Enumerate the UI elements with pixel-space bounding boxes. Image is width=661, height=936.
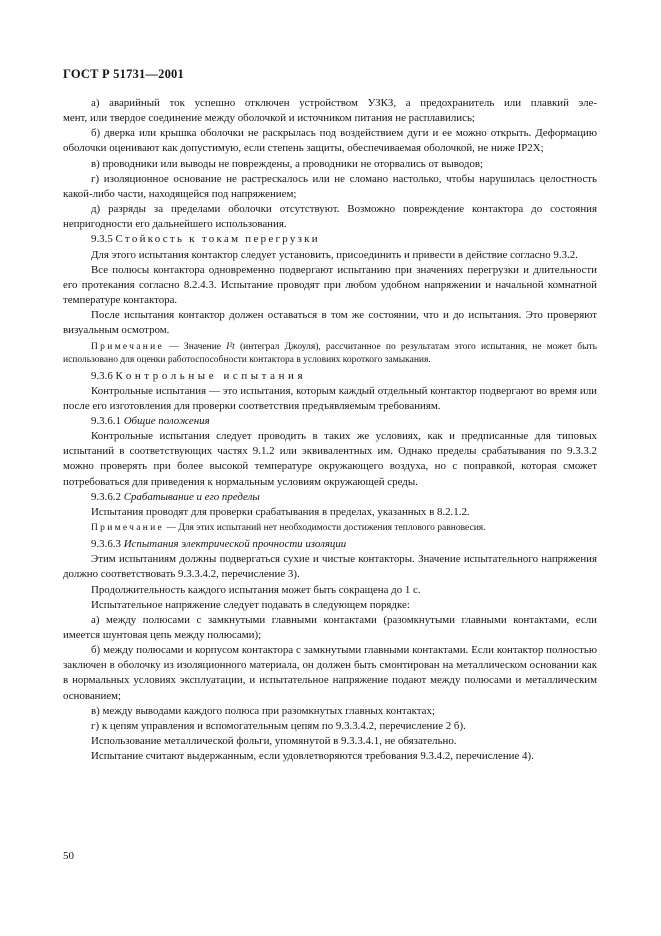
paragraph: Этим испытаниям должны подвергаться сухие и чистые контакторы. Значение испытательного напряжения должно соответствовать 9.3.3.4.2, перечисление 3).: [63, 553, 597, 581]
section-heading-9-3-6-2: [63, 490, 597, 505]
section-heading-9-3-6-3: [63, 537, 597, 552]
note: [63, 522, 597, 535]
paragraph: б) между полюсами и корпусом контактора с замкнутыми главными контактами. Если контактор полностью заключен в оболочку из изоляционного материала, он должен быть смонтирован на металлическом основании как в нормальных условиях эксплуатации, и испытательное напряжение подают между полюсами и металлическим основанием;: [63, 644, 597, 702]
paragraph: г) изоляционное основание не растрескалось или не сломано настолько, чтобы нарушилась целостность какой-либо части, находящейся под напряжением;: [63, 172, 597, 200]
paragraph: Контрольные испытания — это испытания, которым каждый отдельный контактор подвергают во время или после его изготовления для проверки соответствия предъявляемым требованиям.: [63, 384, 597, 412]
paragraph: а) аварийный ток успешно отключен устройством УЗКЗ, а предохранитель или плавкий эле-: [91, 97, 597, 109]
paragraph: д) разряды за пределами оболочки отсутствуют. Возможно повреждение контактора до состояния непригодности его дальнейшего использования.: [63, 203, 597, 231]
note-label: Примечание: [91, 341, 165, 352]
section-number: 9.3.6.1: [91, 414, 121, 427]
paragraph: г) к цепям управления и вспомогательным цепям по 9.3.3.4.2, перечисление 2 б).: [91, 719, 466, 732]
section-title: Контрольные испытания: [115, 369, 307, 382]
note-text: — Для этих испытаний нет необходимости достижения теплового равновесия.: [164, 523, 486, 534]
document-header: ГОСТ Р 51731—2001: [63, 67, 184, 81]
paragraph: Использование металлической фольги, упомянутой в 9.3.3.4.1, не обязательно.: [91, 735, 457, 748]
paragraph: мент, или твердое соединение между оболочкой и источником питания не расплавились;: [63, 112, 475, 125]
paragraph: в) проводники или выводы не повреждены, а проводники не оторвались от выводов;: [91, 157, 484, 170]
section-heading-9-3-5: [63, 232, 597, 247]
paragraph: в) между выводами каждого полюса при разомкнутых главных контактах;: [91, 704, 435, 717]
paragraph: Испытания проводят для проверки срабатывания в пределах, указанных в 8.2.1.2.: [91, 505, 470, 518]
page-number: 50: [63, 850, 74, 862]
section-title: Испытания электрической прочности изоляции: [123, 538, 347, 551]
paragraph: Испытание считают выдержанным, если удовлетворяются требования 9.3.4.2, перечисление 4).: [91, 750, 534, 763]
paragraph: Испытательное напряжение следует подавать в следующем порядке:: [91, 598, 410, 611]
note-text: (интеграл Джоуля), рассчитанное по результатам этого испытания, не может быть использовано для оценки работоспособности контактора в условиях короткого замыкания.: [63, 341, 597, 365]
note-text: — Значение: [164, 341, 227, 352]
paragraph: б) дверка или крышка оболочки не раскрылась под воздействием дуги и ее можно открыть. Деформацию оболочки оценивают как допустимую, если степень защиты, обеспечиваемая оболочкой, не ниже IP2X;: [63, 127, 597, 155]
formula: I²t: [226, 341, 235, 352]
paragraph: Для этого испытания контактор следует установить, присоединить и привести в действие согласно 9.3.2.: [91, 248, 578, 261]
section-number: 9.3.6.2: [91, 490, 121, 503]
section-number: 9.3.5: [91, 233, 113, 246]
section-title: Стойкость к токам перегрузки: [115, 233, 320, 246]
section-number: 9.3.6.3: [91, 538, 121, 551]
section-heading-9-3-6: [63, 369, 597, 384]
paragraph: а) между полюсами с замкнутыми главными контактами (разомкнутыми главными контактами, если имеется шунтовая цепь между полюсами);: [63, 613, 597, 641]
page-body: [63, 96, 597, 764]
note-label: Примечание: [91, 523, 165, 534]
section-title: Общие положения: [123, 414, 210, 427]
note: [63, 341, 597, 367]
paragraph: Контрольные испытания следует проводить в таких же условиях, как и предписанные для типовых испытаний в соответствующих частях 9.1.2 или эквивалентных им. Однако пределы срабатывания по 9.3.3.2 можно проверять при более высокой температуре окружающего воздуха, но с поправкой, которая сможет потребоваться для приведения к нормальным условиям окружающей среды.: [63, 430, 597, 488]
paragraph: После испытания контактор должен оставаться в том же состоянии, что и до испытания. Это проверяют визуальным осмотром.: [63, 309, 597, 337]
section-title: Срабатывание и его пределы: [123, 490, 260, 503]
section-number: 9.3.6: [91, 369, 113, 382]
section-heading-9-3-6-1: [63, 414, 597, 429]
paragraph: Все полюсы контактора одновременно подвергают испытанию при значениях перегрузки и длительности его протекания согласно 8.2.4.3. Испытание проводят при любом удобном напряжении и начальной комнатной температуре контактора.: [63, 263, 597, 307]
paragraph: Продолжительность каждого испытания может быть сокращена до 1 с.: [91, 583, 421, 596]
